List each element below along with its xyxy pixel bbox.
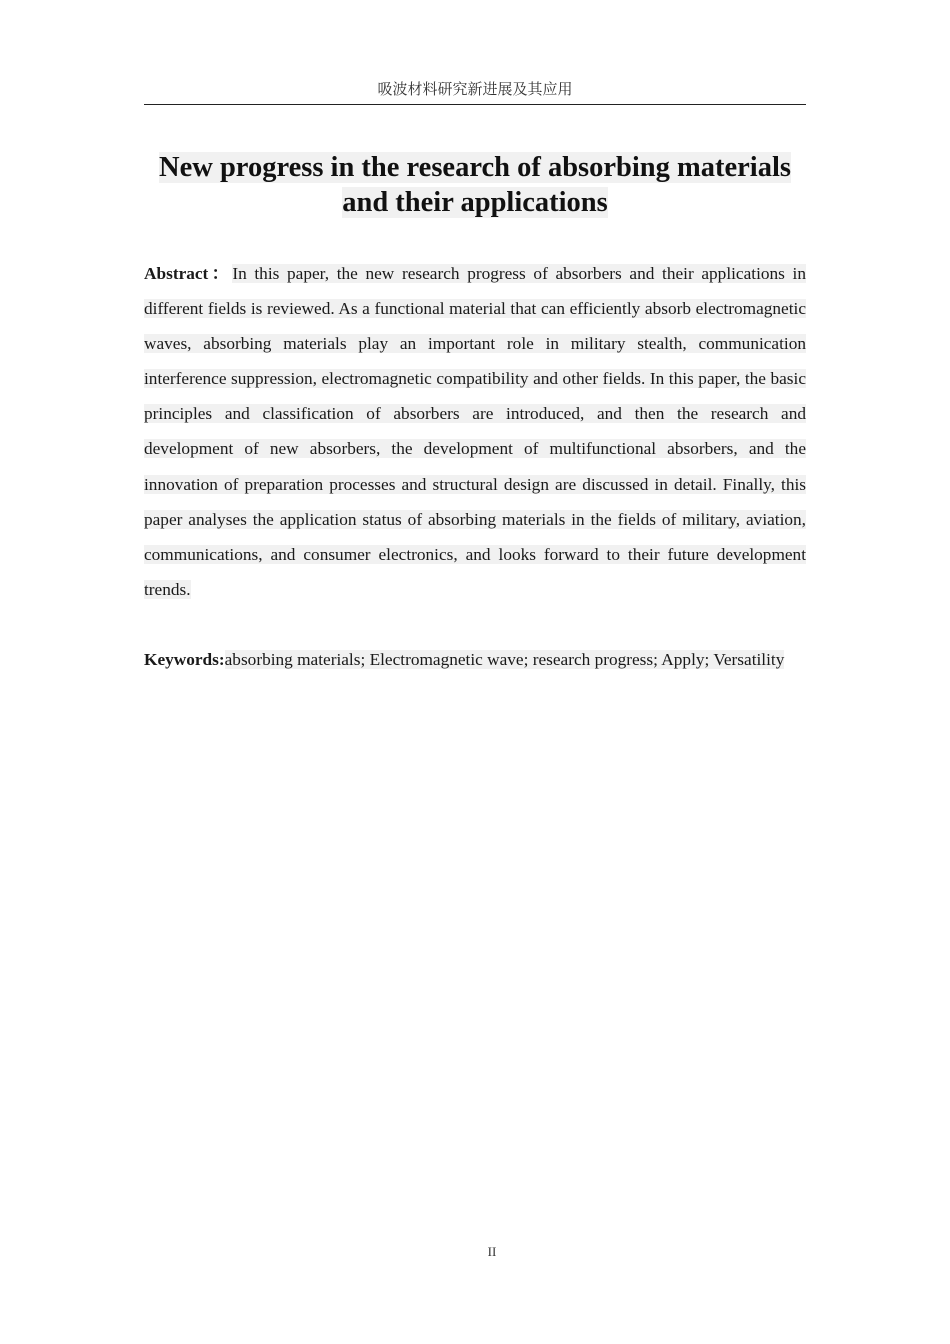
header-divider	[144, 104, 806, 105]
paper-title-line-2: and their applications	[342, 187, 608, 218]
keywords-paragraph	[144, 642, 806, 677]
abstract-text: In this paper, the new research progress of absorbers and their applications in different fields is reviewed. As a functional material that can efficiently absorb electromagnetic waves, absorbing materials play an important role in military stealth, communication interference suppression, electromagnetic compatibility and other fields. In this paper, the basic principles and classification of absorbers are introduced, and then the research and development of new absorbers, the development of multifunctional absorbers, and the innovation of preparation processes and structural design are discussed in detail. Finally, this paper analyses the application status of absorbing materials in the fields of military, aviation, communications, and consumer electronics, and looks forward to their future development trends.	[144, 264, 806, 599]
paper-title-line-1: New progress in the research of absorbing materials	[159, 152, 791, 183]
running-header: 吸波材料研究新进展及其应用	[377, 80, 573, 98]
abstract-paragraph	[144, 256, 806, 607]
keywords-label: Keywords:	[144, 650, 225, 669]
paper-title	[144, 150, 806, 220]
abstract-label: Abstract：	[144, 264, 233, 283]
page-number: II	[487, 1244, 497, 1259]
keywords-text: absorbing materials; Electromagnetic wave; research progress; Apply; Versatility	[224, 650, 785, 669]
